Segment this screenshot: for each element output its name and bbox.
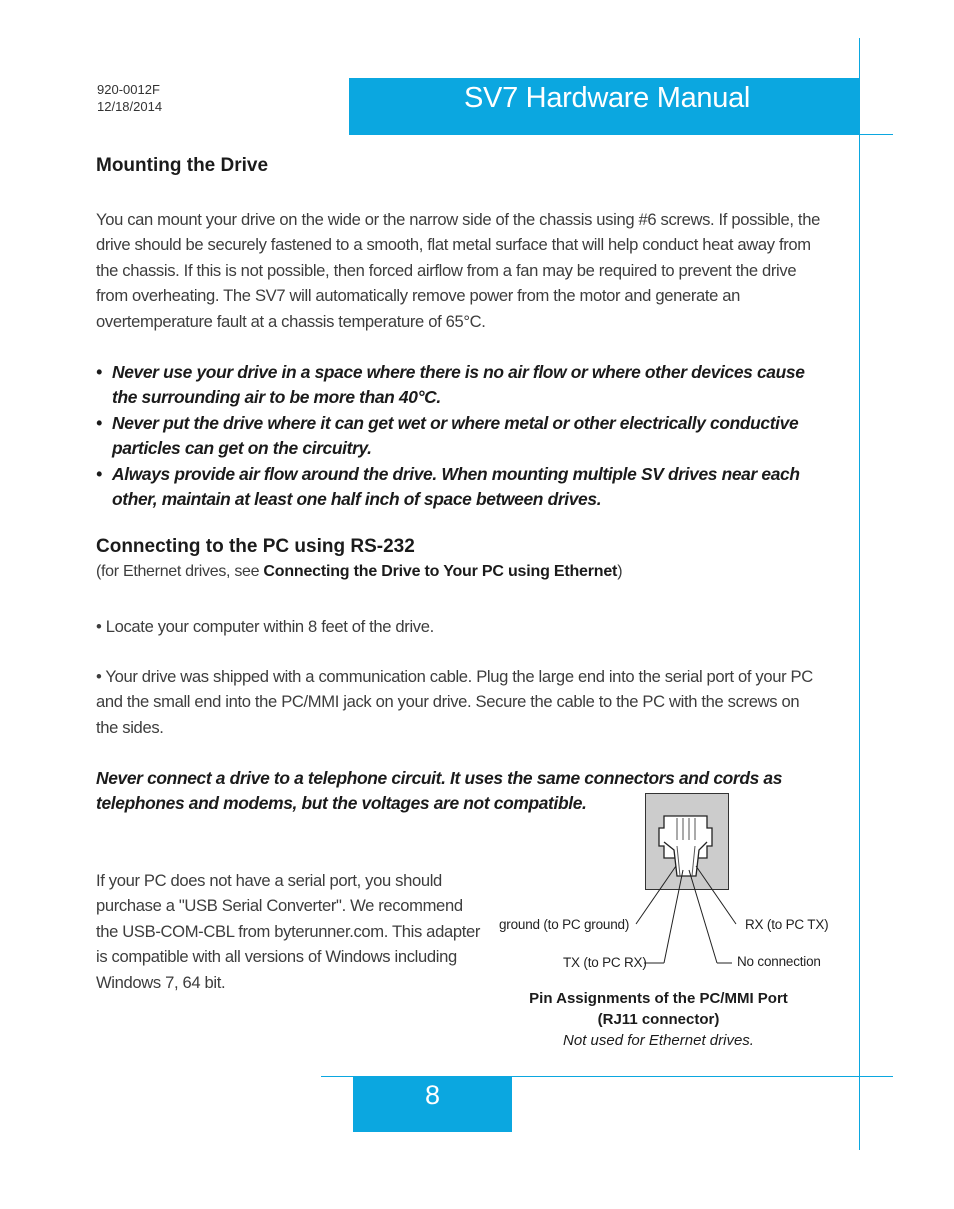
warning-text: Always provide air flow around the drive. When mounting multiple SV drives near each other, maintain at least one half inch of space between drives. bbox=[112, 463, 800, 510]
title-banner-extension bbox=[860, 134, 893, 135]
telephone-warning-text: Never connect a drive to a telephone circuit. It uses the same connectors and cords as telephones and modems, but the voltages are not compatible. bbox=[96, 768, 783, 814]
locate-computer-text: • Locate your computer within 8 feet of the drive. bbox=[96, 617, 434, 636]
bullet-icon: • bbox=[96, 362, 102, 382]
ethernet-section-link[interactable]: Connecting the Drive to Your PC using Ethernet bbox=[263, 563, 618, 580]
warning-item bbox=[96, 360, 831, 411]
nc-leader-line bbox=[689, 870, 717, 963]
rj11-plug-funnel bbox=[664, 842, 707, 876]
document-number: 920-0012F bbox=[97, 82, 160, 97]
warning-text: Never put the drive where it can get wet or where metal or other electrically conductive particles can get on the circuitry. bbox=[112, 412, 799, 459]
page-number: 8 bbox=[424, 1080, 441, 1110]
figure-caption-subtitle: (RJ11 connector) bbox=[597, 1011, 720, 1028]
document-date: 12/18/2014 bbox=[97, 99, 163, 114]
figure-caption-title: Pin Assignments of the PC/MMI Port bbox=[529, 990, 788, 1007]
ground-leader-line bbox=[636, 866, 676, 924]
warning-text: Never use your drive in a space where there is no air flow or where other devices cause the surrounding air to be more than 40°C. bbox=[112, 362, 805, 408]
ethernet-note-prefix: (for Ethernet drives, see bbox=[96, 563, 264, 580]
mounting-heading: Mounting the Drive bbox=[96, 155, 269, 176]
mounting-warnings bbox=[96, 360, 831, 512]
rx-leader-line bbox=[696, 866, 736, 924]
rj11-pinout-diagram bbox=[496, 780, 836, 980]
bullet-icon: • bbox=[96, 412, 102, 433]
pin-label-tx: TX (to PC RX) bbox=[563, 955, 647, 970]
page-title: SV7 Hardware Manual bbox=[464, 82, 751, 114]
right-margin-rule bbox=[859, 38, 860, 1150]
mounting-paragraph: You can mount your drive on the wide or the narrow side of the chassis using #6 screws. If possible, the drive should be securely fastened to a smooth, flat metal surface that will help conduct heat away from the chassis. If this is not possible, then forced airflow from a fan may be required to prevent the drive from overheating. The SV7 will automatically remove power from the motor and generate an overtemperature fault at a chassis temperature of 65°C. bbox=[96, 210, 820, 331]
ethernet-note bbox=[96, 563, 622, 581]
usb-converter-paragraph: If your PC does not have a serial port, you should purchase a "USB Serial Converter". We recommend the USB-COM-CBL from byterunner.com. This adapter is compatible with all versions of Windows including Windows 7, 64 bit. bbox=[96, 871, 481, 992]
warning-item bbox=[96, 411, 831, 462]
pin-label-ground: ground (to PC ground) bbox=[499, 917, 630, 932]
warning-item bbox=[96, 462, 831, 513]
pin-label-no-connection: No connection bbox=[737, 954, 821, 969]
pin-label-rx: RX (to PC TX) bbox=[745, 917, 829, 932]
rs232-heading: Connecting to the PC using RS-232 bbox=[96, 536, 415, 557]
figure-caption-note: Not used for Ethernet drives. bbox=[563, 1032, 754, 1049]
tx-leader-line bbox=[664, 870, 683, 963]
cable-instructions: • Your drive was shipped with a communication cable. Plug the large end into the serial port of your PC and the small end into the PC/MMI jack on your drive. Secure the cable to the PC with the screws on the sides. bbox=[96, 667, 813, 737]
bullet-icon: • bbox=[96, 463, 102, 484]
ethernet-note-suffix: ) bbox=[617, 563, 623, 580]
